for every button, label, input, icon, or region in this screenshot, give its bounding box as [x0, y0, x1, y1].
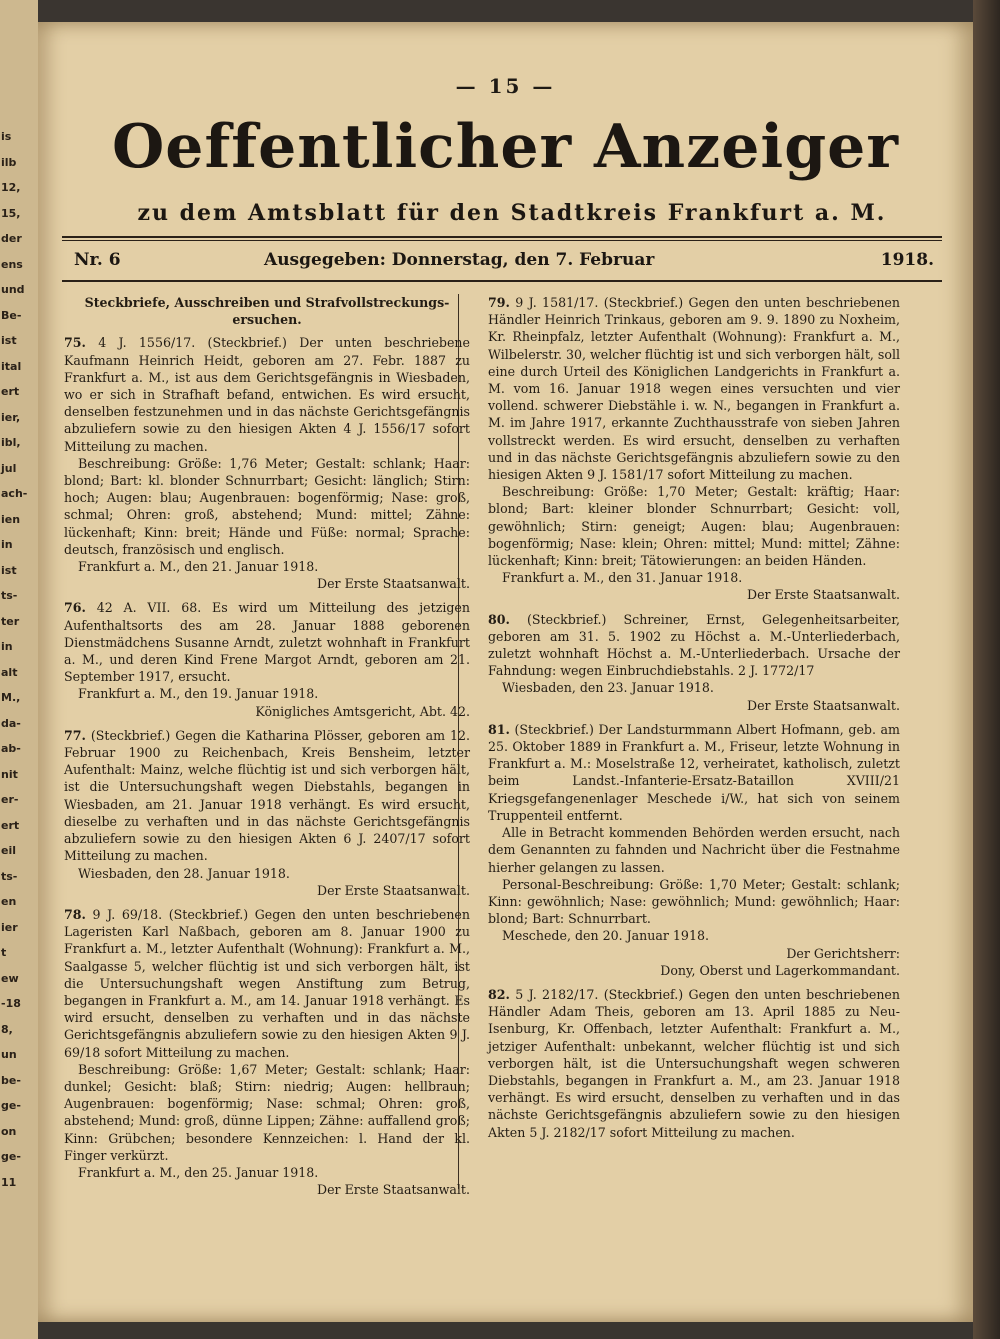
newspaper-page — [38, 22, 973, 1322]
binding-fragment: ist — [1, 334, 17, 347]
notice-text — [488, 721, 900, 824]
notice-text — [64, 599, 470, 685]
issue-year: 1918. — [880, 250, 934, 270]
notice-body: 5 J. 2182/17. (Steckbrief.) Gegen den unten beschriebenen Händler Adam Theis, geboren am 13. April 1885 zu Neu-Isenburg, Kr. Offenbach, letzter Aufenthalt: Frankfurt a. M., jetziger Aufenthalt: unbekannt, welcher flüchtig ist und sich verborgen hält, ist die Untersuchungshaft wegen schweren Diebstahls, begangen in Frankfurt a. M., am 23. Januar 1918 verhängt. Es wird ersucht, denselben zu verhaften und in das nächste Gerichtsgefängnis abzuliefern sowie zu den hiesigen Akten 5 J. 2182/17 sofort Mitteilung zu machen. — [488, 986, 900, 1140]
page-number: — 15 — — [455, 74, 556, 98]
binding-fragment: eil — [1, 844, 17, 857]
binding-fragment: jul — [1, 461, 17, 475]
binding-fragment: ert — [1, 385, 20, 398]
binding-fragment: in — [1, 538, 13, 551]
notice-description: Beschreibung: Größe: 1,67 Meter; Gestalt: schlank; Haar: dunkel; Gesicht: blaß; Stirn: niedrig; Augen: hellbraun; Augenbrauen: bogenförmig; Nase: schmal; Ohren: groß, abstehend; Mund: groß, dünne Lippen; Zähne: auffallend groß; Kinn: Grübchen; besondere Kennzeichen: l. Hand der kl. Finger verkürzt. — [64, 1061, 470, 1163]
notice-place-date: Frankfurt a. M., den 25. Januar 1918. — [78, 1164, 319, 1180]
binding-fragment: ew — [1, 971, 19, 985]
binding-fragment: ge- — [1, 1150, 21, 1163]
masthead-subtitle: zu dem Amtsblatt für den Stadtkreis Frankfurt a. M. — [137, 200, 887, 226]
notice-text — [64, 334, 470, 454]
notice-signature: Der Erste Staatsanwalt. — [317, 882, 470, 898]
binding-fragment: un — [1, 1048, 17, 1061]
issue-date: Ausgegeben: Donnerstag, den 7. Februar — [264, 250, 655, 270]
notice-number: 81. — [488, 721, 510, 737]
notice-entry — [488, 294, 900, 604]
notice-entry — [64, 727, 470, 899]
binding-fragment: ter — [1, 614, 20, 628]
right-column — [488, 294, 900, 1148]
notice-entry — [488, 721, 900, 979]
binding-fragment: ens — [1, 257, 23, 271]
notice-entry — [488, 611, 900, 714]
notice-number: 82. — [488, 986, 510, 1002]
notice-text — [488, 986, 900, 1141]
notice-signature: Königliches Amtsgericht, Abt. 42. — [255, 703, 470, 719]
binding-fragment: Be- — [1, 308, 22, 322]
binding-fragment: 15, — [1, 206, 21, 220]
notice-body: (Steckbrief.) Gegen die Katharina Plösser, geboren am 12. Februar 1900 zu Reichenbach, Kreis Bensheim, letzter Aufenthalt: Mainz, welche flüchtig ist und sich verborgen hält, ist die Untersuchungshaft wegen Diebstahls, begangen in Wiesbaden, am 21. Januar 1918 verhängt. Es wird ersucht, dieselbe zu verhaften und in das nächste Gerichtsgefängnis abzuliefern sowie zu den hiesigen Akten 6 J. 2407/17 sofort Mitteilung zu machen. — [64, 727, 470, 864]
notice-body: (Steckbrief.) Schreiner, Ernst, Gelegenheitsarbeiter, geboren am 31. 5. 1902 zu Höchst a. M.-Unterliederbach, zuletzt wohnhaft Höchst a. M.-Unterliederbach. Ursache der Fahndung: wegen Einbruchdiebstahls. 2 J. 1772/17 — [488, 611, 900, 679]
notice-entry — [64, 334, 470, 592]
notice-number: 79. — [488, 295, 510, 310]
notice-description: Beschreibung: Größe: 1,76 Meter; Gestalt: schlank; Haar: blond; Bart: kl. blonder Schnurrbart; Gesicht: länglich; Stirn: hoch; Augen: blau; Augenbrauen: bogenförmig; Nase: groß, schmal; Ohren: groß, abstehend; Mund: mittel; Zähne: lückenhaft; Kinn: breit; Hände und Füße: normal; Sprache: deutsch, französisch und englisch. — [64, 455, 470, 557]
notice-entry — [64, 906, 470, 1198]
notice-number: 75. — [64, 335, 86, 351]
binding-fragment: in — [1, 640, 13, 653]
binding-fragment: 11 — [1, 1175, 17, 1189]
notice-place-date: Frankfurt a. M., den 31. Januar 1918. — [502, 570, 743, 586]
header-rule-top-thin — [62, 240, 942, 241]
notice-description: Alle in Betracht kommenden Behörden werden ersucht, nach dem Genannten zu fahnden und Nachricht über die Festnahme hierher gelangen zu lassen. — [488, 825, 900, 875]
binding-fragment: nit — [1, 767, 18, 781]
issue-line — [74, 250, 934, 276]
binding-fragment: ach- — [1, 487, 28, 500]
notice-number: 78. — [64, 906, 86, 922]
notice-entry — [64, 599, 470, 719]
binding-fragment: on — [1, 1124, 17, 1138]
notice-signature: Der Erste Staatsanwalt. — [747, 587, 900, 603]
header-rule-top — [62, 236, 942, 238]
notice-signature: Der Erste Staatsanwalt. — [317, 576, 470, 592]
notice-entry — [488, 986, 900, 1141]
binding-fragment: und — [1, 283, 25, 296]
binding-fragment: ital — [1, 359, 22, 373]
binding-fragment: 8, — [1, 1022, 13, 1036]
issue-number: Nr. 6 — [74, 250, 121, 270]
notice-body: 9 J. 1581/17. (Steckbrief.) Gegen den unten beschriebenen Händler Heinrich Trinkaus, geboren am 9. 9. 1890 zu Noxheim, Kr. Rheinpfalz, letzter Aufenthalt (Wohnung): Frankfurt a. M., Wilbelerstr. 30, welcher flüchtig ist und sich verborgen hält, soll eine durch Urteil des Königlichen Landgerichts in Frankfurt a. M. vom 16. Januar 1918 wegen eines versuchten und vier vollend. schwerer Diebstähle i. w. N., begangen in Frankfurt a. M. im Jahre 1917, erkannte Zuchthausstrafe von sieben Jahren vollstreckt werden. Es wird ersucht, denselben zu verhaften und in das nächste Gerichtsgefängnis abzuliefern sowie zu den hiesigen Akten 9 J. 1581/17 sofort Mitteilung zu machen. — [488, 295, 900, 483]
binding-fragment: 12, — [1, 181, 21, 194]
binding-fragment: ert — [1, 818, 20, 832]
binding-fragment: ist — [1, 563, 17, 577]
notice-body: 42 A. VII. 68. Es wird um Mitteilung des jetzigen Aufenthaltsorts des am 28. Januar 1888 geborenen Dienstmädchens Susanne Arndt, zuletzt wohnhaft in Frankfurt a. M., und deren Kind Frene Margot Arndt, geboren am 21. September 1917, ersucht. — [64, 600, 470, 685]
notice-number: 77. — [64, 727, 86, 743]
notice-text — [488, 611, 900, 680]
notice-signature: Der Erste Staatsanwalt. — [317, 1182, 470, 1198]
binding-fragment: M., — [1, 691, 21, 704]
notice-place-date: Frankfurt a. M., den 21. Januar 1918. — [78, 559, 319, 575]
notice-body: 4 J. 1556/17. (Steckbrief.) Der unten beschriebene Kaufmann Heinrich Heidt, geboren am 27. Febr. 1887 zu Frankfurt a. M., ist aus dem Gerichtsgefängnis in Wiesbaden, wo er sich in Strafhaft befand, entwichen. Es wird ersucht, denselben festzunehmen und in das nächste Gerichtsgefängnis abzuliefern sowie zu den hiesigen Akten 4 J. 1556/17 sofort Mitteilung zu machen. — [64, 335, 470, 454]
notice-place-date: Wiesbaden, den 23. Januar 1918. — [502, 680, 714, 696]
binding-fragment: ts- — [1, 869, 18, 883]
notice-place-date: Frankfurt a. M., den 19. Januar 1918. — [78, 686, 319, 702]
binding-fragment: en — [1, 895, 17, 908]
notice-body: 9 J. 69/18. (Steckbrief.) Gegen den unten beschriebenen Lageristen Karl Naßbach, geboren am 8. Januar 1900 zu Frankfurt a. M., letzter Aufenthalt (Wohnung): Frankfurt a. M., Saalgasse 5, welcher flüchtig ist und sich verborgen hält, ist die Untersuchungshaft wegen Anstiftung zum Betrug, begangen in Frankfurt a. M., am 14. Januar 1918 verhängt. Es wird ersucht, denselben zu verhaften und in das nächste Gerichtsgefängnis abzuliefern sowie zu den hiesigen Akten 9 J. 69/18 sofort Mitteilung zu machen. — [64, 906, 470, 1060]
notice-number: 76. — [64, 600, 86, 616]
notice-extra: Personal-Beschreibung: Größe: 1,70 Meter; Gestalt: schlank; Kinn: gewöhnlich; Nase: gewöhnlich; Mund: gewöhnlich; Haar: blond; Bart: Schnurrbart. — [488, 876, 900, 927]
binding-fragment: is — [1, 130, 12, 143]
header-rule-bottom — [62, 280, 942, 282]
left-column — [64, 294, 470, 1205]
binding-fragment: der — [1, 232, 22, 245]
notice-place-date: Wiesbaden, den 28. Januar 1918. — [78, 865, 290, 881]
notice-signature-name: Dony, Oberst und Lagerkommandant. — [660, 962, 900, 978]
binding-fragment: alt — [1, 665, 18, 679]
binding-fragment: ilb — [1, 155, 17, 169]
binding-fragment: er- — [1, 793, 19, 806]
masthead-title: Oeffentlicher Anzeiger — [112, 112, 899, 182]
binding-fragment: -18 — [1, 997, 21, 1010]
adjacent-page-fragment — [0, 0, 38, 1339]
binding-fragment: ab- — [1, 742, 21, 755]
binding-fragment: ge- — [1, 1099, 21, 1112]
notice-text — [488, 294, 900, 483]
binding-fragment: ts- — [1, 589, 18, 602]
binding-fragment: da- — [1, 716, 21, 730]
book-edge — [973, 0, 1000, 1339]
notice-number: 80. — [488, 611, 510, 627]
notice-signature: Der Gerichtsherr: — [786, 945, 900, 961]
binding-fragment: ibl, — [1, 436, 21, 449]
notice-description: Beschreibung: Größe: 1,70 Meter; Gestalt: kräftig; Haar: blond; Bart: kleiner blonder Schnurrbart; Gesicht: voll, gewöhnlich; Stirn: geneigt; Augen: blau; Augenbrauen: bogenförmig; Nase: klein; Ohren: mittel; Mund: mittel; Zähne: lückenhaft; Kinn: breit; Tätowierungen: an beiden Händen. — [488, 484, 900, 569]
notice-body: (Steckbrief.) Der Landsturmmann Albert Hofmann, geb. am 25. Oktober 1889 in Frankfurt a. M., Friseur, letzte Wohnung in Frankfurt a. M.: Moselstraße 12, verheiratet, katholisch, zuletzt beim Landst.-Infanterie-Ersatz-Bataillon XVIII/21 Kriegsgefangenenlager Meschede i/W., hat sich von seinem Truppenteil entfernt. — [488, 721, 900, 823]
binding-fragment: ier — [1, 920, 18, 934]
binding-fragment: ier, — [1, 410, 21, 424]
binding-fragment: be- — [1, 1073, 21, 1087]
notice-text — [64, 906, 470, 1061]
binding-fragment: ien — [1, 512, 21, 526]
binding-fragment: t — [1, 946, 7, 959]
notice-place-date: Meschede, den 20. Januar 1918. — [502, 928, 709, 944]
notice-text — [64, 727, 470, 865]
notice-signature: Der Erste Staatsanwalt. — [747, 697, 900, 713]
section-heading: Steckbriefe, Ausschreiben und Strafvollstreckungs-ersuchen. — [84, 295, 450, 328]
